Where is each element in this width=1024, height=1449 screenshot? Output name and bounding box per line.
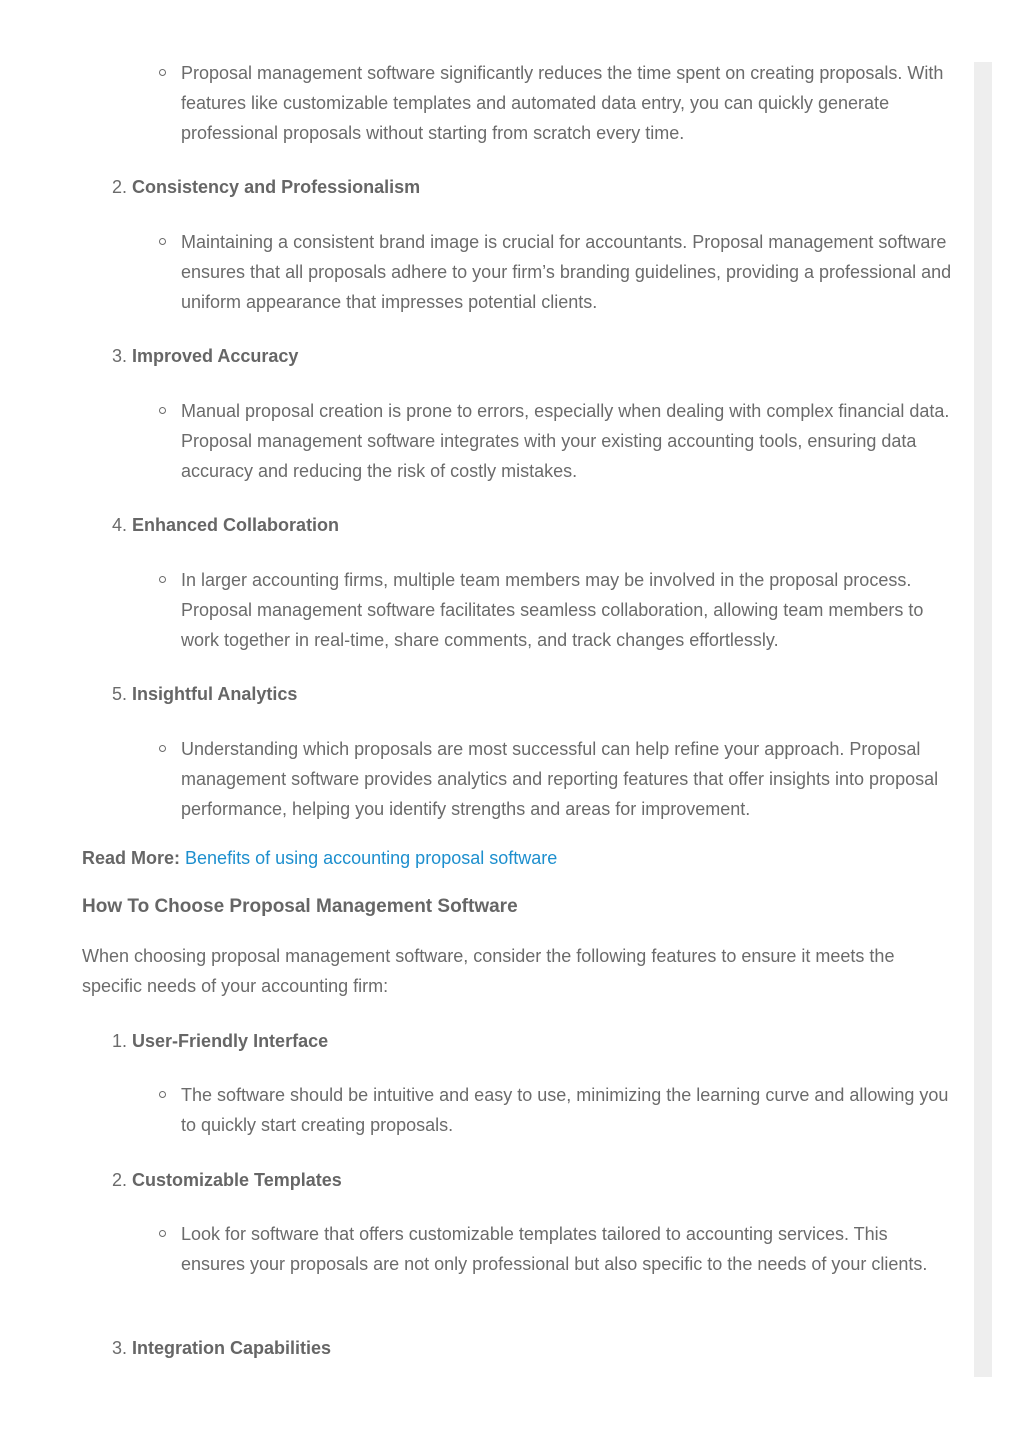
list-number: 3. (112, 1338, 128, 1358)
benefit-4-description: In larger accounting firms, multiple team members may be involved in the proposal process. Proposal management software facilitates seamless collaboration, allowing team members to work together in real-time, share comments, and track changes effortlessly. (181, 565, 956, 655)
list-number: 2. (112, 177, 128, 197)
benefit-5-heading (112, 681, 297, 707)
benefit-5-description: Understanding which proposals are most successful can help refine your approach. Proposal management software provides analytics and reporting features that offer insights into proposal performance, helping you identify strengths and areas for improvement. (181, 734, 956, 824)
list-number: 5. (112, 684, 128, 704)
bullet-icon (159, 745, 166, 752)
bullet-icon (159, 1230, 166, 1237)
list-number: 2. (112, 1170, 128, 1190)
bullet-icon (159, 576, 166, 583)
benefit-2-heading (112, 174, 420, 200)
section-heading: How To Choose Proposal Management Software (82, 896, 518, 917)
read-more-label: Read More: (82, 848, 181, 868)
choose-1-heading (112, 1028, 328, 1054)
benefit-1-description: Proposal management software significantly reduces the time spent on creating proposals. With features like customizable templates and automated data entry, you can quickly generate professional proposals without starting from scratch every time. (181, 58, 956, 148)
benefit-3-heading (112, 343, 298, 369)
list-item-title: Improved Accuracy (132, 346, 299, 366)
benefit-2-description: Maintaining a consistent brand image is crucial for accountants. Proposal management software ensures that all proposals adhere to your firm’s branding guidelines, providing a professional and uniform appearance that impresses potential clients. (181, 227, 956, 317)
benefit-3-description: Manual proposal creation is prone to errors, especially when dealing with complex financial data. Proposal management software integrates with your existing accounting tools, ensuring data accuracy and reducing the risk of costly mistakes. (181, 396, 956, 486)
list-item-title: Integration Capabilities (132, 1338, 332, 1358)
choose-2-heading (112, 1167, 342, 1193)
list-item-title: Enhanced Collaboration (132, 515, 340, 535)
section-intro: When choosing proposal management software, consider the following features to ensure it meets the specific needs of your accounting firm: (82, 946, 895, 996)
bullet-icon (159, 1091, 166, 1098)
list-number: 1. (112, 1031, 128, 1051)
list-item-title: User-Friendly Interface (132, 1031, 329, 1051)
bullet-icon (159, 69, 166, 76)
list-item-title: Insightful Analytics (132, 684, 298, 704)
list-item-title: Consistency and Professionalism (132, 177, 421, 197)
bullet-icon (159, 238, 166, 245)
sidebar-scroll-track (974, 62, 992, 1377)
list-item-title: Customizable Templates (132, 1170, 342, 1190)
read-more (82, 845, 557, 871)
choose-1-description: The software should be intuitive and easy to use, minimizing the learning curve and allowing you to quickly start creating proposals. (181, 1080, 956, 1140)
list-number: 4. (112, 515, 128, 535)
bullet-icon (159, 407, 166, 414)
choose-3-heading (112, 1335, 331, 1361)
benefit-4-heading (112, 512, 339, 538)
list-number: 3. (112, 346, 128, 366)
read-more-link[interactable]: Benefits of using accounting proposal software (185, 848, 558, 868)
choose-2-description: Look for software that offers customizable templates tailored to accounting services. This ensures your proposals are not only professional but also specific to the needs of your clients. (181, 1219, 956, 1279)
